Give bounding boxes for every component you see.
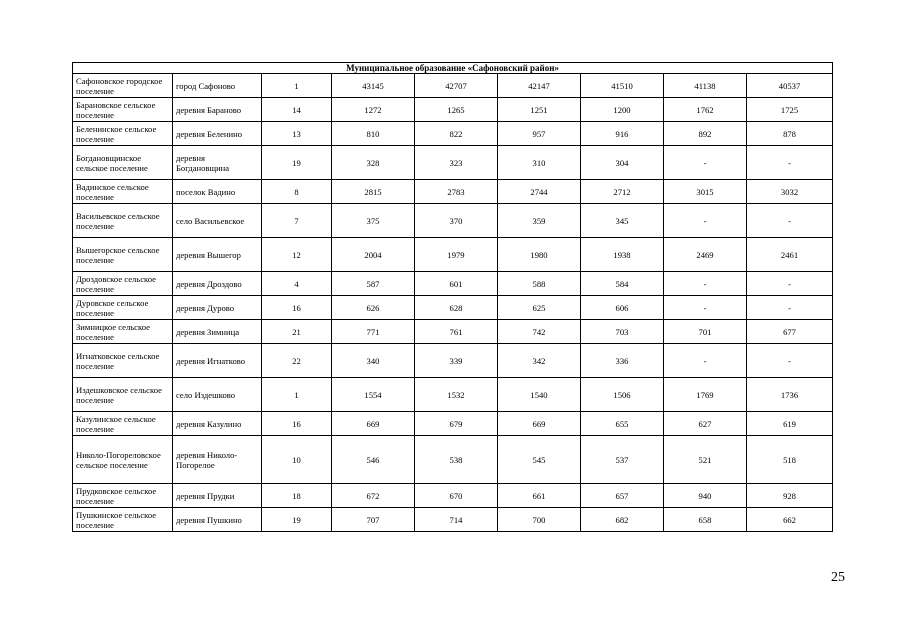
value-2: 761	[415, 320, 498, 344]
settlement-name: Казулинское сельское поселение	[73, 412, 173, 436]
table-row	[73, 296, 833, 320]
value-5: 627	[664, 412, 747, 436]
value-1: 43145	[332, 74, 415, 98]
value-6: -	[747, 344, 833, 378]
value-2: 370	[415, 204, 498, 238]
admin-center: деревня Пушкино	[173, 508, 262, 532]
center-number: 16	[262, 296, 332, 320]
admin-center: деревня Вышегор	[173, 238, 262, 272]
value-2: 1979	[415, 238, 498, 272]
value-1: 375	[332, 204, 415, 238]
value-5: 1762	[664, 98, 747, 122]
settlement-name: Васильевское сельское поселение	[73, 204, 173, 238]
admin-center: поселок Вадино	[173, 180, 262, 204]
settlement-name: Дроздовское сельское поселение	[73, 272, 173, 296]
value-2: 679	[415, 412, 498, 436]
value-4: 657	[581, 484, 664, 508]
value-3: 310	[498, 146, 581, 180]
value-4: 304	[581, 146, 664, 180]
value-3: 2744	[498, 180, 581, 204]
value-6: 518	[747, 436, 833, 484]
table-row	[73, 238, 833, 272]
value-5: 2469	[664, 238, 747, 272]
value-3: 957	[498, 122, 581, 146]
value-3: 588	[498, 272, 581, 296]
value-1: 810	[332, 122, 415, 146]
value-1: 2815	[332, 180, 415, 204]
value-2: 323	[415, 146, 498, 180]
population-table	[72, 62, 833, 532]
settlement-name: Дуровское сельское поселение	[73, 296, 173, 320]
value-1: 1272	[332, 98, 415, 122]
value-4: 1938	[581, 238, 664, 272]
settlement-name: Вадинское сельское поселение	[73, 180, 173, 204]
settlement-name: Сафоновское городское поселение	[73, 74, 173, 98]
value-2: 1532	[415, 378, 498, 412]
value-5: -	[664, 146, 747, 180]
table-title-row	[73, 63, 833, 74]
table-row	[73, 508, 833, 532]
center-number: 12	[262, 238, 332, 272]
center-number: 18	[262, 484, 332, 508]
value-5: 41138	[664, 74, 747, 98]
municipal-table-container	[72, 62, 832, 532]
value-3: 42147	[498, 74, 581, 98]
value-5: 892	[664, 122, 747, 146]
center-number: 22	[262, 344, 332, 378]
value-1: 771	[332, 320, 415, 344]
value-6: 677	[747, 320, 833, 344]
table-row	[73, 146, 833, 180]
value-5: -	[664, 344, 747, 378]
value-5: -	[664, 204, 747, 238]
value-4: 345	[581, 204, 664, 238]
value-4: 537	[581, 436, 664, 484]
center-number: 19	[262, 508, 332, 532]
value-3: 669	[498, 412, 581, 436]
admin-center: деревня Прудки	[173, 484, 262, 508]
value-1: 328	[332, 146, 415, 180]
value-5: 658	[664, 508, 747, 532]
value-1: 672	[332, 484, 415, 508]
value-2: 538	[415, 436, 498, 484]
value-3: 1540	[498, 378, 581, 412]
settlement-name: Вышегорское сельское поселение	[73, 238, 173, 272]
value-3: 342	[498, 344, 581, 378]
admin-center: село Васильевское	[173, 204, 262, 238]
settlement-name: Зимницкое сельское поселение	[73, 320, 173, 344]
settlement-name: Пушкинское сельское поселение	[73, 508, 173, 532]
center-number: 16	[262, 412, 332, 436]
center-number: 21	[262, 320, 332, 344]
value-1: 587	[332, 272, 415, 296]
center-number: 1	[262, 74, 332, 98]
value-6: -	[747, 146, 833, 180]
value-3: 742	[498, 320, 581, 344]
admin-center: деревня Казулино	[173, 412, 262, 436]
value-1: 340	[332, 344, 415, 378]
settlement-name: Николо-Погореловское сельское поселение	[73, 436, 173, 484]
value-2: 714	[415, 508, 498, 532]
admin-center: деревня Николо-Погорелое	[173, 436, 262, 484]
value-6: 3032	[747, 180, 833, 204]
value-5: -	[664, 272, 747, 296]
value-2: 1265	[415, 98, 498, 122]
admin-center: село Издешково	[173, 378, 262, 412]
value-4: 2712	[581, 180, 664, 204]
value-2: 601	[415, 272, 498, 296]
value-6: 619	[747, 412, 833, 436]
center-number: 10	[262, 436, 332, 484]
value-4: 41510	[581, 74, 664, 98]
value-3: 625	[498, 296, 581, 320]
table-row	[73, 204, 833, 238]
admin-center: деревня Бараново	[173, 98, 262, 122]
settlement-name: Богдановщинское сельское поселение	[73, 146, 173, 180]
table-row	[73, 436, 833, 484]
table-row	[73, 122, 833, 146]
table-row	[73, 180, 833, 204]
center-number: 7	[262, 204, 332, 238]
value-1: 669	[332, 412, 415, 436]
value-6: 40537	[747, 74, 833, 98]
value-4: 606	[581, 296, 664, 320]
center-number: 13	[262, 122, 332, 146]
value-2: 339	[415, 344, 498, 378]
value-4: 584	[581, 272, 664, 296]
value-3: 700	[498, 508, 581, 532]
value-4: 336	[581, 344, 664, 378]
value-3: 1980	[498, 238, 581, 272]
value-6: 928	[747, 484, 833, 508]
table-row	[73, 74, 833, 98]
center-number: 14	[262, 98, 332, 122]
admin-center: деревня Зимница	[173, 320, 262, 344]
value-1: 2004	[332, 238, 415, 272]
value-2: 628	[415, 296, 498, 320]
value-6: 2461	[747, 238, 833, 272]
value-5: -	[664, 296, 747, 320]
table-row	[73, 378, 833, 412]
value-5: 521	[664, 436, 747, 484]
table-row	[73, 272, 833, 296]
table-row	[73, 98, 833, 122]
value-4: 655	[581, 412, 664, 436]
value-6: 1725	[747, 98, 833, 122]
value-5: 3015	[664, 180, 747, 204]
value-5: 701	[664, 320, 747, 344]
center-number: 1	[262, 378, 332, 412]
value-5: 940	[664, 484, 747, 508]
value-3: 359	[498, 204, 581, 238]
value-5: 1769	[664, 378, 747, 412]
admin-center: деревня Богдановщина	[173, 146, 262, 180]
value-2: 42707	[415, 74, 498, 98]
value-6: 1736	[747, 378, 833, 412]
admin-center: деревня Игнатково	[173, 344, 262, 378]
table-row	[73, 344, 833, 378]
value-1: 546	[332, 436, 415, 484]
table-row	[73, 320, 833, 344]
value-4: 1506	[581, 378, 664, 412]
settlement-name: Беленинское сельское поселение	[73, 122, 173, 146]
value-6: 878	[747, 122, 833, 146]
settlement-name: Издешковское сельское поселение	[73, 378, 173, 412]
value-4: 916	[581, 122, 664, 146]
admin-center: деревня Дурово	[173, 296, 262, 320]
value-2: 822	[415, 122, 498, 146]
value-2: 2783	[415, 180, 498, 204]
value-6: -	[747, 204, 833, 238]
value-3: 661	[498, 484, 581, 508]
settlement-name: Барановское сельское поселение	[73, 98, 173, 122]
value-3: 545	[498, 436, 581, 484]
value-1: 1554	[332, 378, 415, 412]
value-2: 670	[415, 484, 498, 508]
value-4: 682	[581, 508, 664, 532]
center-number: 8	[262, 180, 332, 204]
admin-center: деревня Дроздово	[173, 272, 262, 296]
page-number: 25	[831, 570, 845, 585]
table-row	[73, 412, 833, 436]
value-6: -	[747, 296, 833, 320]
value-4: 703	[581, 320, 664, 344]
value-6: -	[747, 272, 833, 296]
value-1: 626	[332, 296, 415, 320]
table-title: Муниципальное образование «Сафоновский район»	[73, 63, 833, 74]
settlement-name: Прудковское сельское поселение	[73, 484, 173, 508]
admin-center: город Сафоново	[173, 74, 262, 98]
value-6: 662	[747, 508, 833, 532]
settlement-name: Игнатковское сельское поселение	[73, 344, 173, 378]
value-3: 1251	[498, 98, 581, 122]
center-number: 19	[262, 146, 332, 180]
value-4: 1200	[581, 98, 664, 122]
admin-center: деревня Беленино	[173, 122, 262, 146]
table-row	[73, 484, 833, 508]
value-1: 707	[332, 508, 415, 532]
center-number: 4	[262, 272, 332, 296]
